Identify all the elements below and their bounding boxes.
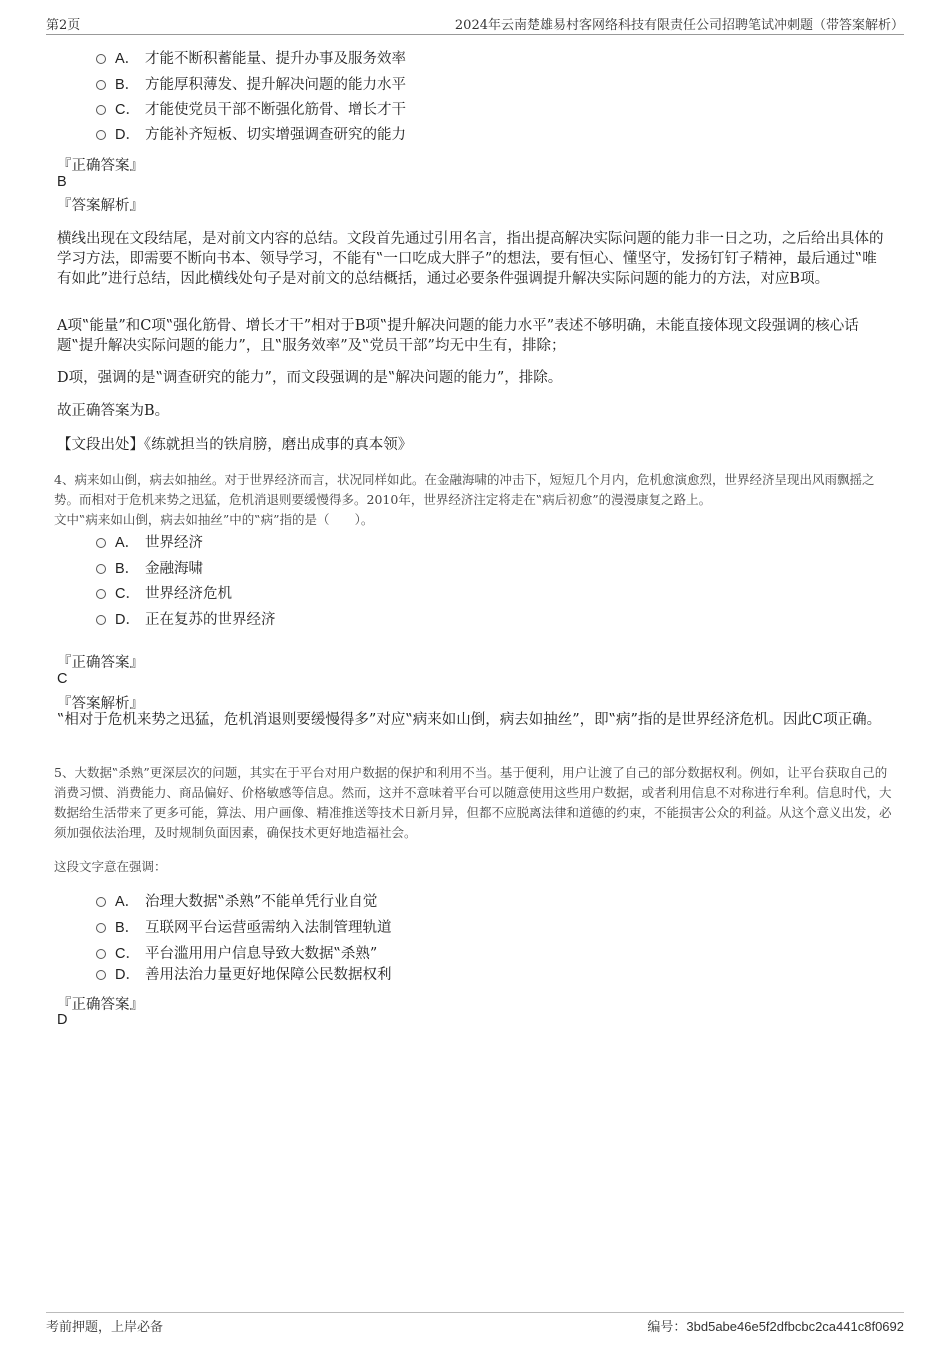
q4-option-d[interactable]: D． 正在复苏的世界经济: [96, 609, 276, 631]
radio-icon[interactable]: [96, 54, 106, 64]
page-number: 第2页: [46, 18, 81, 33]
q5-answer: D: [57, 1012, 68, 1028]
q4-analysis: ‟相对于危机来势之迅猛，危机消退则要缓慢得多”对应‟病来如山倒，病去如抽丝”，即‟病”指的是世界经济危机。因此C项正确。: [57, 712, 882, 728]
radio-icon[interactable]: [96, 105, 106, 115]
q4-answer: C: [57, 671, 68, 687]
q3-option-d[interactable]: D． 方能补齐短板、切实增强调查研究的能力: [96, 124, 406, 146]
q5-answer-label: 『正确答案』: [57, 997, 144, 1013]
q3-analysis-p2: A项‟能量”和C项‟强化筋骨、增长才干”相对于B项‟提升解决问题的能力水平”表述不够明确，未能直接体现文段强调的核心话题‟提升解决实际问题的能力”，且‟服务效率”及‟党员干部”均无中生有，排除；: [57, 318, 859, 354]
q4-option-a[interactable]: A． 世界经济: [96, 532, 203, 554]
q5-option-d[interactable]: D． 善用法治力量更好地保障公民数据权利: [96, 964, 392, 986]
page-header: [46, 14, 904, 35]
q4-answer-label: 『正确答案』: [57, 655, 144, 671]
document-id: 编号：3bd5abe46e5f2dfbcbc2ca441c8f0692: [647, 1319, 904, 1334]
q3-analysis-p3: D项，强调的是‟调查研究的能力”，而文段强调的是‟解决问题的能力”，排除。: [57, 370, 563, 386]
q4-option-c[interactable]: C． 世界经济危机: [96, 583, 232, 605]
q4-question: 文中‟病来如山倒，病去如抽丝”中的‟病”指的是（ ）。: [54, 512, 374, 527]
q5-option-b[interactable]: B． 互联网平台运营亟需纳入法制管理轨道: [96, 917, 392, 939]
q3-analysis-label: 『答案解析』: [57, 198, 144, 214]
document-title: 2024年云南楚雄易村客网络科技有限责任公司招聘笔试冲刺题（带答案解析）: [454, 18, 904, 33]
q3-answer: B: [57, 174, 67, 190]
radio-icon[interactable]: [96, 589, 106, 599]
q3-answer-label: 『正确答案』: [57, 158, 144, 174]
radio-icon[interactable]: [96, 564, 106, 574]
q5-option-a[interactable]: A． 治理大数据‟杀熟”不能单凭行业自觉: [96, 891, 377, 913]
radio-icon[interactable]: [96, 949, 106, 959]
q5-option-c[interactable]: C． 平台滥用用户信息导致大数据‟杀熟”: [96, 943, 377, 965]
q5-question: 这段文字意在强调：: [54, 859, 167, 874]
q3-option-a[interactable]: A． 才能不断积蓄能量、提升办事及服务效率: [96, 48, 406, 70]
radio-icon[interactable]: [96, 615, 106, 625]
q4-stem: 4、病来如山倒，病去如抽丝。对于世界经济而言，状况同样如此。在金融海啸的冲击下，短短几个月内，危机愈演愈烈，世界经济呈现出风雨飘摇之势。而相对于危机来势之迅猛，危机消退则要缓慢得多。2010年，世界经济注定将走在‟病后初愈”的漫漫康复之路上。: [54, 472, 875, 507]
q5-stem: 5、大数据‟杀熟”更深层次的问题，其实在于平台对用户数据的保护和利用不当。基于便利，用户让渡了自己的部分数据权利。例如，让平台获取自己的消费习惯、消费能力、商品偏好、价格敏感等信息。然而，这并不意味着平台可以随意使用这些用户数据，或者利用信息不对称进行牟利。信息时代，大数据给生活带来了更多可能，算法、用户画像、精准推送等技术日新月异，但都不应脱离法律和道德的约束，不能损害公众的利益。从这个意义出发，必须加强依法治理，及时规制负面因素，确保技术更好地造福社会。: [54, 765, 892, 840]
page-footer: [46, 1312, 904, 1336]
radio-icon[interactable]: [96, 538, 106, 548]
radio-icon[interactable]: [96, 80, 106, 90]
q3-option-b[interactable]: B． 方能厚积薄发、提升解决问题的能力水平: [96, 74, 406, 96]
radio-icon[interactable]: [96, 130, 106, 140]
q4-option-b[interactable]: B． 金融海啸: [96, 558, 203, 580]
radio-icon[interactable]: [96, 970, 106, 980]
radio-icon[interactable]: [96, 897, 106, 907]
q3-option-c[interactable]: C． 才能使党员干部不断强化筋骨、增长才干: [96, 99, 406, 121]
q3-source: 【文段出处】《练就担当的铁肩膀，磨出成事的真本领》: [57, 437, 413, 453]
q4-analysis-label: 『答案解析』: [57, 696, 144, 712]
footer-slogan: 考前押题，上岸必备: [46, 1320, 164, 1335]
q3-analysis-p1: 横线出现在文段结尾，是对前文内容的总结。文段首先通过引用名言，指出提高解决实际问题的能力非一日之功，之后给出具体的学习方法，即需要不断向书本、领导学习，不能有‟一口吃成大胖子”的想法，要有恒心、懂坚守，发扬钉钉子精神，最后通过‟唯有如此”进行总结，因此横线处句子是对前文的总结概括，通过必要条件强调提升解决实际问题的能力的方法，对应B项。: [57, 231, 884, 287]
q3-analysis-p4: 故正确答案为B。: [57, 403, 170, 419]
radio-icon[interactable]: [96, 923, 106, 933]
